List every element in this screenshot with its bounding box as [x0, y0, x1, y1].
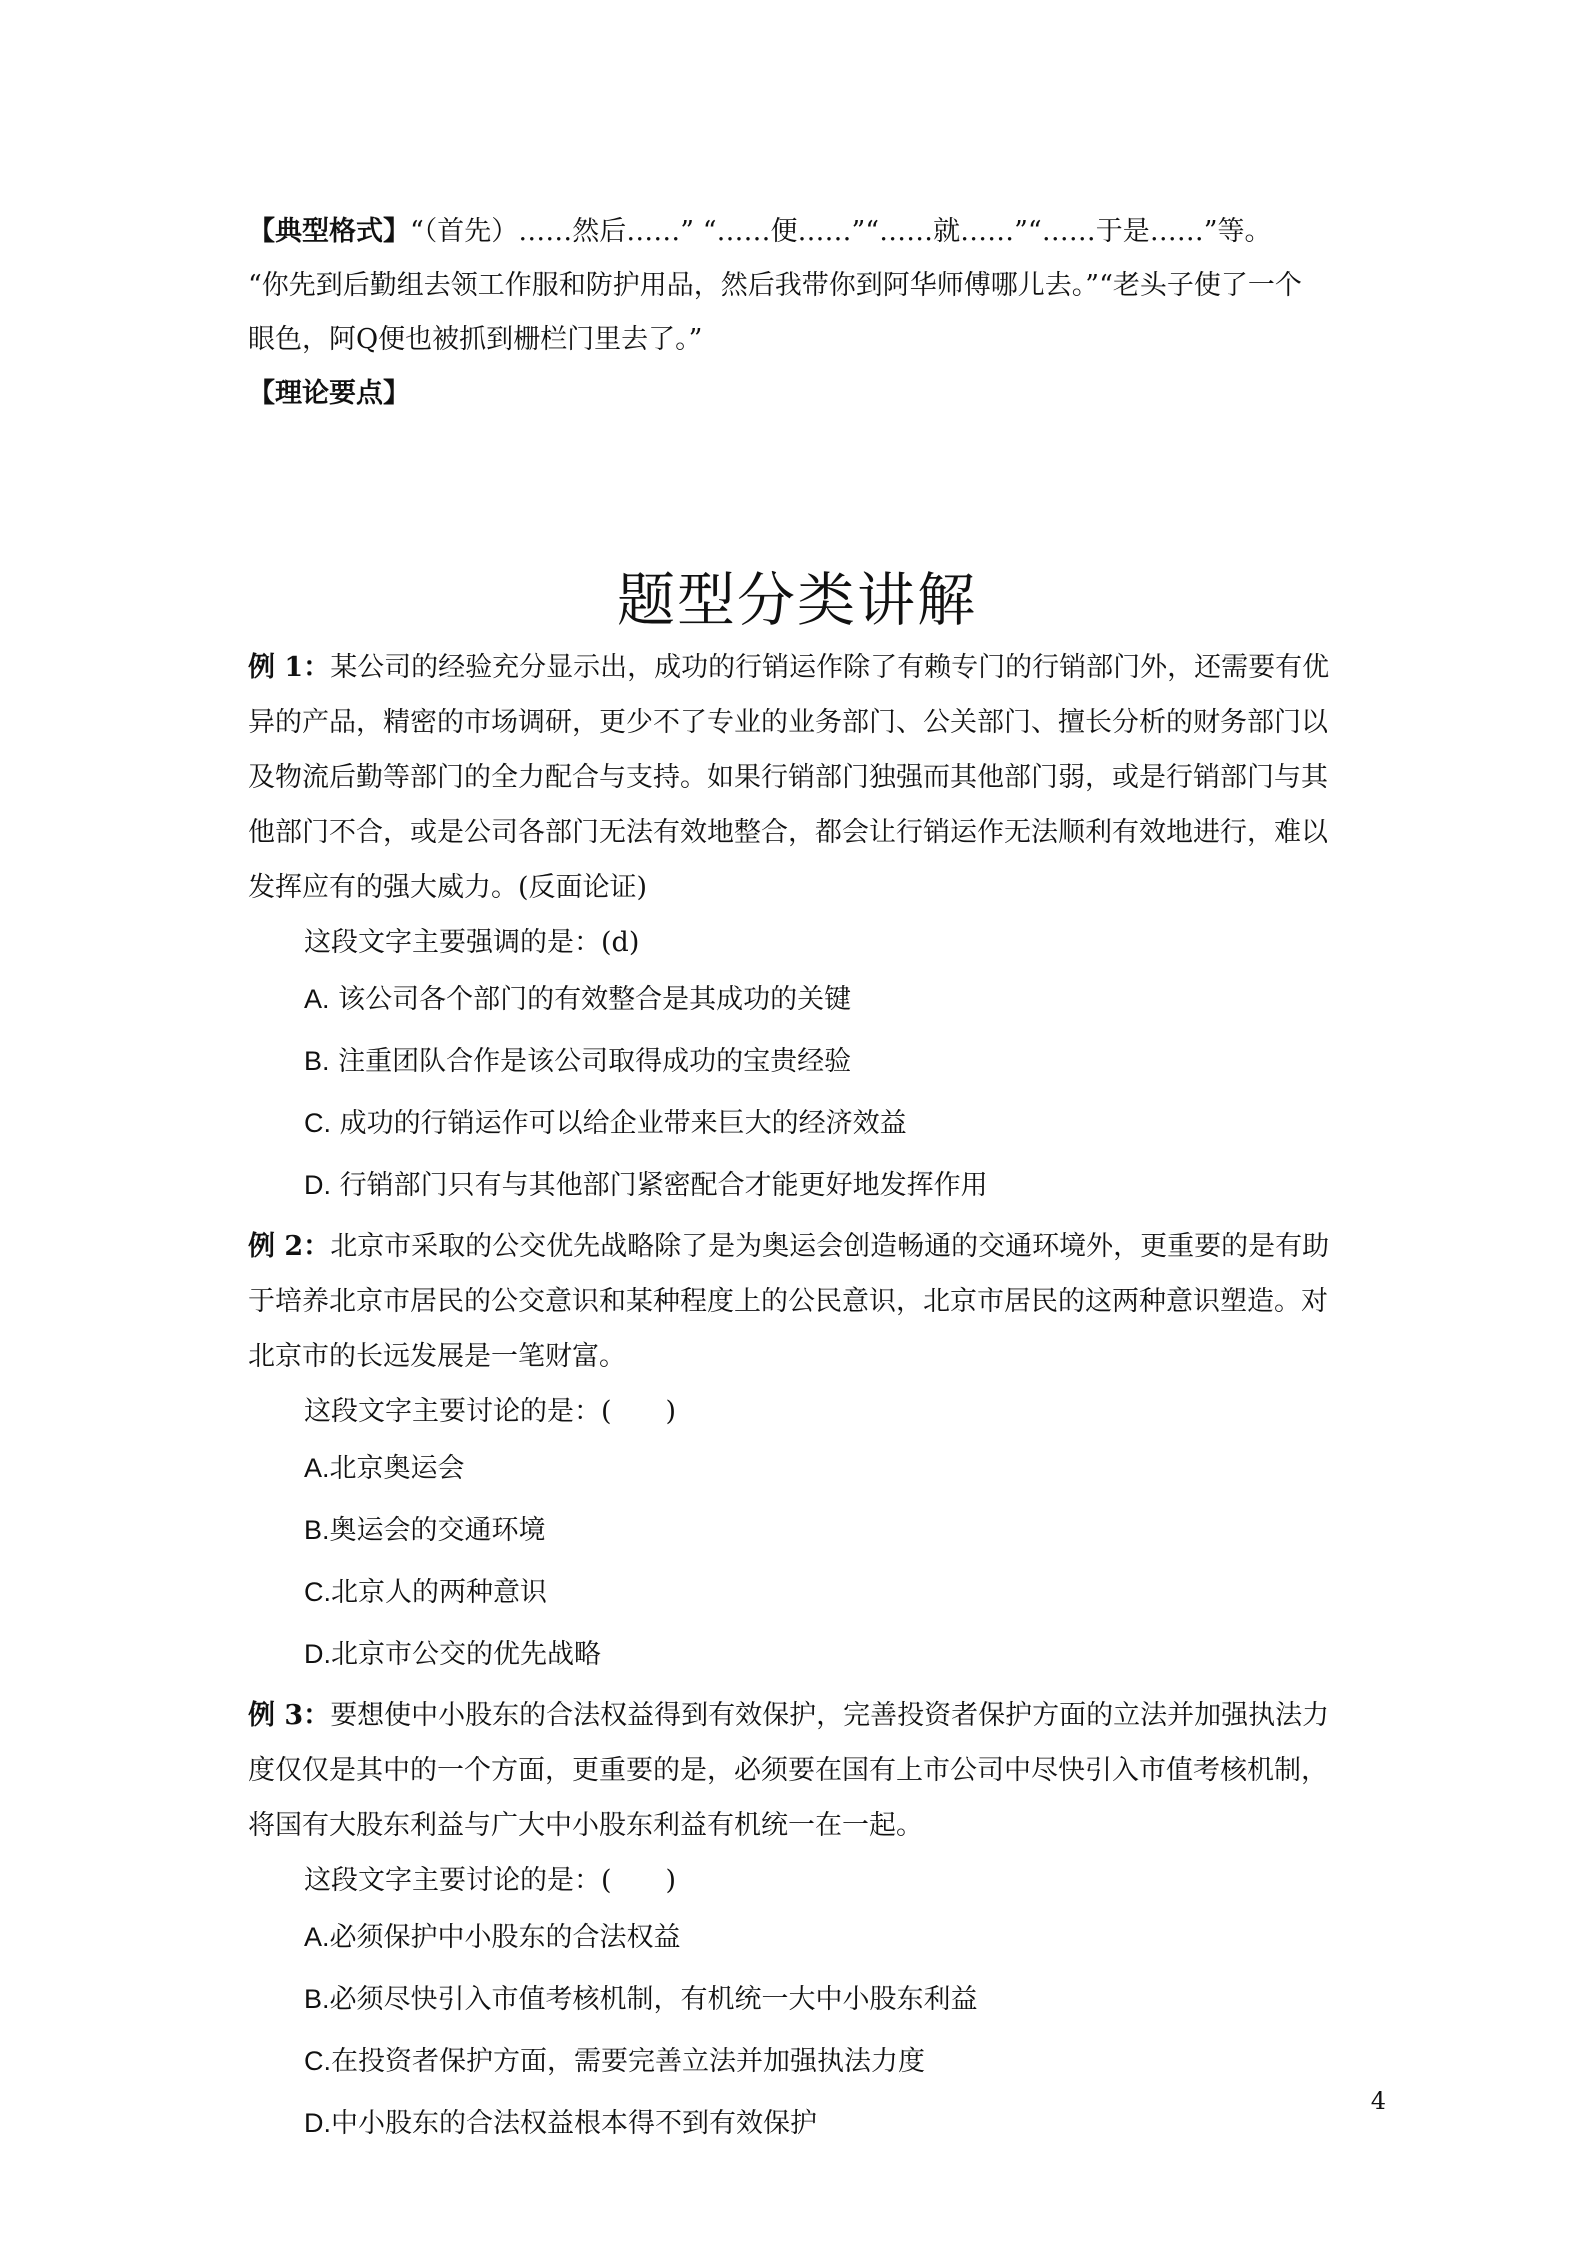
stem-line: 北京市的长远发展是一笔财富。: [248, 1341, 626, 1372]
option-a: A. 该公司各个部门的有效整合是其成功的关键: [304, 984, 852, 1015]
option-a: A.北京奥运会: [304, 1453, 465, 1484]
stem-line: 发挥应有的强大威力。(反面论证): [248, 872, 648, 903]
option-b: B.必须尽快引入市值考核机制，有机统一大中小股东利益: [304, 1984, 978, 2015]
typical-format-text: “（首先）……然后……” “……便……”“……就……”“……于是……”等。: [410, 216, 1272, 247]
example-label: 例 2：: [248, 1231, 331, 1262]
option-c: C.在投资者保护方面，需要完善立法并加强执法力度: [304, 2046, 925, 2077]
intro-section: [248, 212, 1368, 428]
question-prompt: 这段文字主要强调的是：(d): [304, 927, 640, 958]
stem-line: 例 1：某公司的经验充分显示出，成功的行销运作除了有赖专门的行销部门外，还需要有优: [248, 652, 1330, 683]
example-2: [248, 1227, 1368, 1675]
option-list: [304, 979, 1368, 1206]
example-1: [248, 648, 1368, 1206]
theory-points-label: 【理论要点】: [248, 378, 410, 409]
intro-example-line: “你先到后勤组去领工作服和防护用品，然后我带你到阿华师傅哪儿去。”“老头子使了一个: [248, 270, 1302, 301]
typical-format-label: 【典型格式】: [248, 216, 410, 247]
option-list: [304, 1917, 1368, 2144]
examples-list: [248, 648, 1368, 2165]
option-list: [304, 1448, 1368, 1675]
intro-example-line: 眼色，阿Q便也被抓到栅栏门里去了。”: [248, 324, 703, 355]
example-3: [248, 1696, 1368, 2144]
typical-format-line: [248, 212, 1368, 252]
example-label: 例 1：: [248, 652, 331, 683]
option-d: D.北京市公交的优先战略: [304, 1639, 601, 1670]
example-stem: [248, 1227, 1368, 1377]
example-stem: [248, 1696, 1368, 1846]
option-b: B.奥运会的交通环境: [304, 1515, 546, 1546]
question-prompt: 这段文字主要讨论的是：( ): [304, 1396, 677, 1427]
stem-line: 例 2：北京市采取的公交优先战略除了是为奥运会创造畅通的交通环境外，更重要的是有助: [248, 1231, 1330, 1262]
stem-line: 于培养北京市居民的公交意识和某种程度上的公民意识，北京市居民的这两种意识塑造。对: [248, 1286, 1328, 1317]
question-prompt: 这段文字主要讨论的是：( ): [304, 1865, 677, 1896]
option-c: C.北京人的两种意识: [304, 1577, 547, 1608]
stem-line: 及物流后勤等部门的全力配合与支持。如果行销部门独强而其他部门弱，或是行销部门与其: [248, 762, 1328, 793]
stem-line: 他部门不合，或是公司各部门无法有效地整合，都会让行销运作无法顺利有效地进行，难以: [248, 817, 1328, 848]
stem-line: 例 3：要想使中小股东的合法权益得到有效保护，完善投资者保护方面的立法并加强执法力: [248, 1700, 1330, 1731]
option-c: C. 成功的行销运作可以给企业带来巨大的经济效益: [304, 1108, 907, 1139]
option-a: A.必须保护中小股东的合法权益: [304, 1922, 681, 1953]
option-d: D. 行销部门只有与其他部门紧密配合才能更好地发挥作用: [304, 1170, 988, 1201]
stem-line: 度仅仅是其中的一个方面，更重要的是，必须要在国有上市公司中尽快引入市值考核机制，: [248, 1755, 1328, 1786]
option-d: D.中小股东的合法权益根本得不到有效保护: [304, 2108, 817, 2139]
example-label: 例 3：: [248, 1700, 331, 1731]
stem-line: 异的产品，精密的市场调研，更少不了专业的业务部门、公关部门、擅长分析的财务部门以: [248, 707, 1328, 738]
page-number: 4: [1370, 2087, 1386, 2115]
option-b: B. 注重团队合作是该公司取得成功的宝贵经验: [304, 1046, 852, 1077]
stem-line: 将国有大股东利益与广大中小股东利益有机统一在一起。: [248, 1810, 923, 1841]
example-stem: [248, 648, 1368, 908]
section-title: 题型分类讲解: [616, 566, 977, 634]
